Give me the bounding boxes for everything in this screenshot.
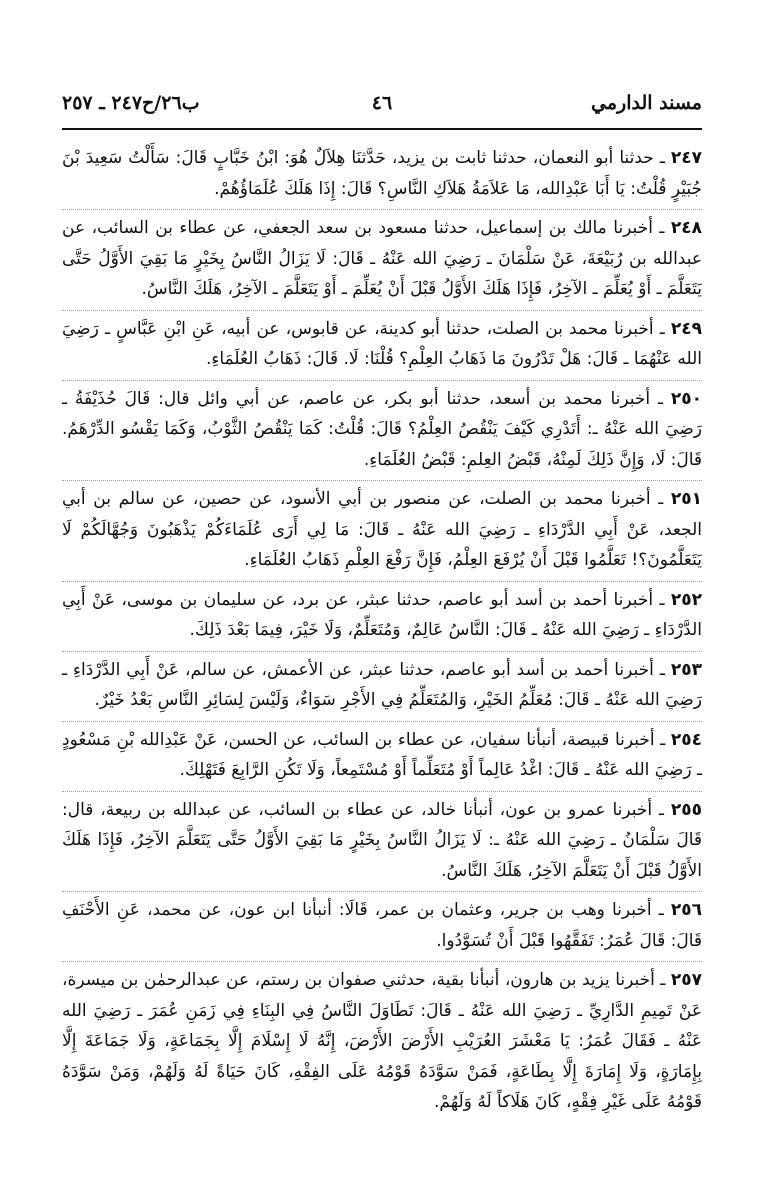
header-divider: [62, 128, 702, 130]
hadith-number: ٢٥٥: [670, 799, 703, 820]
hadith-number: ٢٥١: [670, 489, 702, 509]
hadith-line: يَتَعَلَّمَ الآخِرُ، هَلَكَ النَّاسُ.: [441, 860, 608, 881]
hadith-line: قَالَ: لَا، وَإِنَّ ذَلِكَ لَمِنْهُ، قَبْضُ العِلمِ: قَبْضُ العُلَمَاءِ.: [363, 449, 702, 470]
hadith-line: وَلَهُمْ.: [433, 1092, 472, 1112]
hadith-line: ـ أخبرنا عمرو بن عون، أنبأنا خالد، عن عطاء بن السائب، عن عبدالله بن ربيعة، قال: قَالَ: [62, 799, 703, 850]
page-body: [62, 140, 702, 1180]
hadith-line: يَا مَعْشَرَ العُرَيْبِ الأَرْضَ الأَرْضَ، إِنَّهُ لَا إِسْلَامَ إِلَّا بِجَمَاعَةٍ، وَلَا جَمَاعَةَ إِلَّا بِإِمَارَةٍ، وَلَا إِمَارَةَ إِلَّا: [62, 1031, 702, 1082]
hadith-line: رَضِيَ الله عَنْهُ ـ: أَتَدْرِي كَيْفَ يَنْقُصُ العِلْمُ؟ قَالَ: قُلْتُ: كَمَا يَنْقُصُ الثَّوْبُ، وَكَمَا يَقْسُو الدِّرْهَمُ.: [62, 419, 702, 439]
hadith-line: ـ حدثنا أبو النعمان، حدثنا ثابت بن يزيد، حَدَّثنَا هِلاَلٌ هُوَ: ابْنُ خَبَّابٍ قَالَ: سَأَلْتُ سَعِيدَ بْنَ: [62, 148, 665, 168]
hadith-number: ٢٥٣: [670, 659, 702, 680]
hadith-line: جُبَيْرٍ قُلْتُ: يَا أَبَا عَبْدِالله، مَا عَلاَمَةُ هَلاَكِ النَّاسِ؟ قَالَ: إِذَا هَلَكَ عُلَمَاؤُهُمْ.: [214, 178, 702, 199]
hadith-line: رَضِيَ الله عَنْهُ ـ قَالَ: اغْدُ عَالِماً أَوْ مُتَعَلِّماً أَوْ مُسْتَمِعاً، وَلَا تَكُنِ الرَّابِعَ فَتَهْلِكَ.: [179, 760, 692, 780]
hadith-entry: [62, 652, 702, 722]
hadith-range-reference: ب٢٦/ح٢٤٧ ـ ٢٥٧: [62, 92, 200, 114]
hadith-line: سَلْمَانُ ـ رَضِيَ الله عَنْهُ ـ: لَا يَزَالُ النَّاسُ بِخَيْرٍ مَا بَقِيَ الأَوَّلُ حَتَّى يَتَعَلَّمَ الآخِرُ، فَإِذَا هَلَكَ الأَوَّلُ قَبْلَ أَنْ: [62, 830, 702, 881]
hadith-number: ٢٤٧: [670, 148, 702, 168]
hadith-number: ٢٥٢: [670, 589, 703, 610]
hadith-number: ٢٥٤: [670, 729, 702, 750]
hadith-entry: [62, 582, 702, 652]
hadith-line: ـ أخبرنا وهب بن جرير، وعثمان بن عمر، قَالَا: أنبأنا ابن عون، عن محمد، عَنِ الأَحْنَفِ قَالَ:: [62, 900, 702, 951]
hadith-line: ـ أخبرنا محمد بن أسعد، حدثنا أبو بكر، عن عاصم، عن أبي وائل قال: قَالَ حُذَيْفَةُ ـ: [62, 388, 663, 409]
hadith-line: ـ رَضِيَ الله عَنْهُ ـ قَالَ: النَّاسُ عَالِمٌ، وَمُتَعَلِّمٌ، وَلَا خَيْرَ، فِيمَا بَعْدَ ذَلِكَ.: [189, 620, 650, 640]
hadith-number: ٢٥٠: [670, 388, 703, 409]
hadith-entry: [62, 311, 702, 381]
hadith-line: ـ أخبرنا مالك بن إسماعيل، حدثنا مسعود بن سعد الجعفي، عن عطاء بن السائب، عن: [62, 218, 665, 238]
hadith-entry: [62, 892, 702, 962]
hadith-line: يُعَلِّمَ ـ الآخِرُ، فَإِذَا هَلَكَ الأَوَّلُ قَبْلَ أَنْ يُعَلِّمَ ـ أَوْ يَتَعَلَّمَ ـ الآخِرُ، هَلَكَ النَّاسُ.: [141, 279, 633, 299]
hadith-line: رَضِيَ الله عَنْهُمَا ـ قَالَ: هَلْ تَدْرُونَ مَا ذَهَابُ العِلْمِ؟ قُلْنَا: لَا. قَالَ: ذَهَابُ العُلَمَاءِ.: [62, 318, 702, 369]
hadith-entry: [62, 481, 702, 582]
hadith-entry: [62, 381, 702, 482]
hadith-line: تَعَلَّمُوا قَبْلَ أَنْ يُرْفَعَ العِلْمُ، فَإِنَّ رَفْعَ العِلْمِ ذَهَابُ العُلَمَاءِ.: [244, 550, 626, 570]
hadith-number: ٢٤٩: [670, 318, 703, 339]
hadith-line: ـ أخبرنا يزيد بن هارون، أنبأنا بقية، حدثني صفوان بن رستم، عن عبدالرحمٰن بن ميسرة، عَنْ: [62, 970, 702, 1021]
hadith-line: ـ أخبرنا محمد بن الصلت، حدثنا أبو كدينة، عن قابوس، عن أبيه، عَنِ ابْنِ عَبَّاسٍ ـ: [104, 318, 665, 339]
hadith-line: عَنْ أَبِي الدَّرْدَاءِ ـ رَضِيَ الله عَنْهُ ـ قَالَ: مَا لِي أَرَى عُلَمَاءَكُمْ يَذْهَبُونَ وَجُهَّالَكُمْ لَا يَتَعَلَّمُونَ؟!: [62, 519, 702, 570]
hadith-line: قَالَ عُمَرُ: تَفَقَّهُوا قَبْلَ أَنْ تُسَوَّدُوا.: [436, 930, 666, 951]
hadith-line: عبدالله بن رُبَيْعَةَ، عَنْ سَلْمَانَ ـ رَضِيَ الله عَنْهُ ـ قَالَ: لَا يَزَالُ النَّاسُ بِخَيْرٍ مَا بَقِيَ الأَوَّلُ حَتَّى يَتَعَلَّمَ ـ أَوْ: [62, 248, 702, 299]
hadith-entry: [62, 962, 702, 1123]
hadith-line: ـ أخبرنا أحمد بن أسد أبو عاصم، حدثنا عبثر، عن الأعمش، عن سالم، عَنْ أَبِي الدَّرْدَاءِ ـ: [62, 659, 665, 680]
hadith-entry: [62, 210, 702, 311]
page-header: [62, 84, 702, 120]
hadith-entry: [62, 140, 702, 210]
hadith-number: ٢٤٨: [670, 218, 703, 238]
hadith-entry: [62, 792, 702, 893]
hadith-number: ٢٥٦: [670, 900, 702, 920]
hadith-line: بِطَاعَةٍ، فَمَنْ سَوَّدَهُ قَوْمُهُ عَلَى الفِقْهِ، كَانَ حَيَاةً لَهُ وَلَهُمْ، وَمَنْ سَوَّدَهُ قَوْمُهُ عَلَى غَيْرِ فِقْهٍ، كَانَ هَلَاكاً لَهُ: [62, 1061, 702, 1112]
page-number: ٤٦: [371, 92, 393, 114]
hadith-line: تَمِيمِ الدَّارِيِّ ـ رَضِيَ الله عَنْهُ ـ قَالَ: تَطَاوَلَ النَّاسُ فِي البِنَاءِ فِي زَمَنِ عُمَرَ ـ رَضِيَ الله عَنْهُ ـ فَقَالَ عُمَرُ:: [62, 1000, 702, 1051]
hadith-line: ـ أخبرنا محمد بن الصلت، عن منصور بن أبي الأسود، عن حصين، عن سالم بن أبي الجعد،: [62, 489, 702, 540]
book-title: مسند الدارمي: [591, 92, 702, 114]
hadith-line: رَضِيَ الله عَنْهُ ـ قَالَ: مُعَلِّمُ الخَيْرِ، وَالمُتَعَلِّمُ فِي الأَجْرِ سَوَاءٌ، وَلَيْسَ لِسَائِرِ النَّاسِ بَعْدُ خَيْرٌ.: [94, 690, 702, 710]
hadith-entry: [62, 722, 702, 792]
hadith-line: ـ أخبرنا قبيصة، أنبأنا سفيان، عن عطاء بن السائب، عن الحسن، عَنْ عَبْدِالله بْنِ مَسْعُودٍ ـ: [62, 729, 702, 780]
hadith-number: ٢٥٧: [670, 970, 703, 990]
hadith-line: ـ أخبرنا أحمد بن أسد أبو عاصم، حدثنا عبثر، عن برد، عن سليمان بن موسى، عَنْ أَبِي الدَّرْدَاءِ: [62, 589, 702, 640]
